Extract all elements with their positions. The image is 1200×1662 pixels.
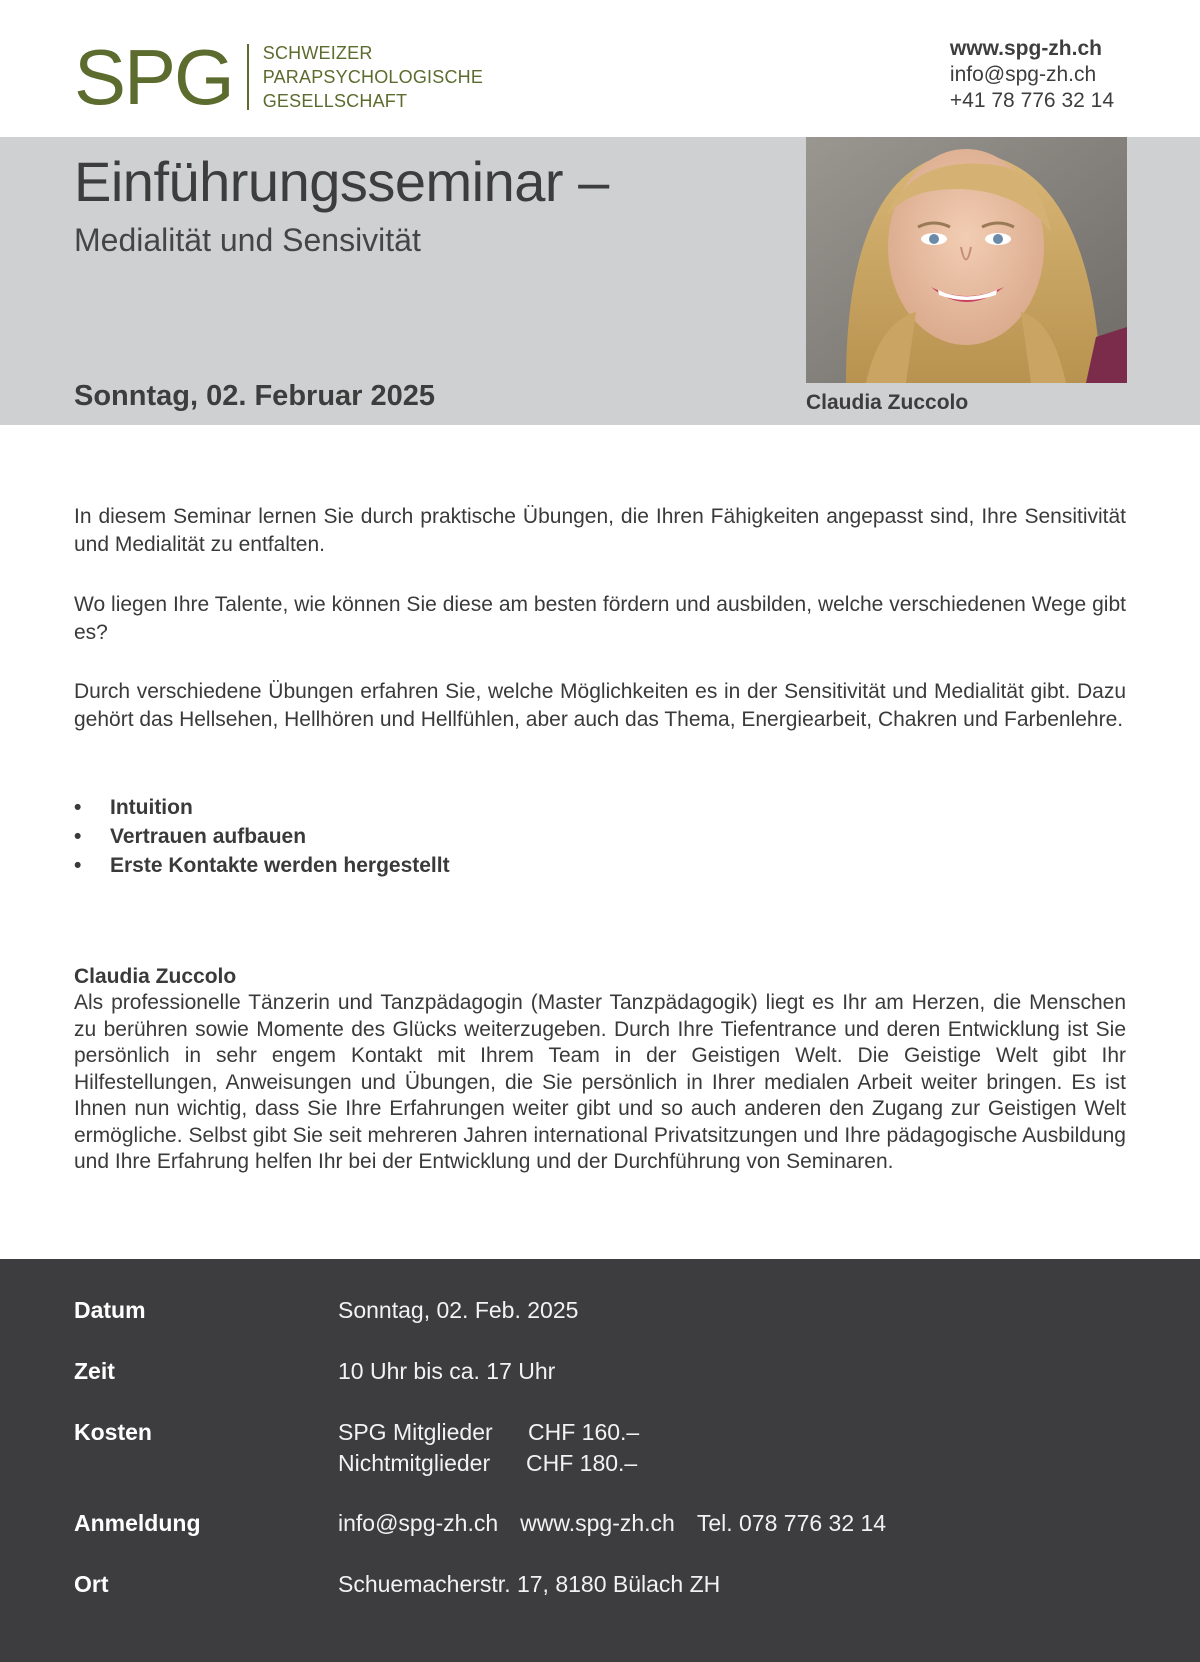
talents-paragraph: Wo liegen Ihre Talente, wie können Sie diese am besten fördern und ausbilden, welche verschiedenen Wege gibt es? — [74, 593, 1126, 644]
logo-divider — [247, 44, 249, 110]
header-contact — [950, 36, 1114, 114]
logo-line: SCHWEIZER — [262, 43, 373, 63]
spg-logo — [74, 33, 484, 121]
portrait-photo — [806, 137, 1127, 383]
registration-label: Anmeldung — [74, 1510, 201, 1536]
logo-mark: SPG — [74, 33, 233, 121]
portrait-caption: Claudia Zuccolo — [806, 391, 969, 414]
page-header — [0, 0, 1200, 137]
date-value: Sonntag, 02. Feb. 2025 — [338, 1297, 579, 1323]
page-title: Einführungsseminar – — [74, 150, 609, 213]
logo-line: PARAPSYCHOLOGISCHE — [262, 67, 484, 87]
location-value: Schuemacherstr. 17, 8180 Bülach ZH — [338, 1571, 721, 1597]
cost-member — [338, 1417, 639, 1448]
cost-label: Kosten — [74, 1419, 152, 1445]
bio-name: Claudia Zuccolo — [74, 965, 237, 988]
header-website: www.spg-zh.ch — [949, 37, 1102, 60]
event-date-heading: Sonntag, 02. Februar 2025 — [74, 380, 436, 412]
cost-category: Nichtmitglieder — [338, 1450, 491, 1476]
header-phone: +41 78 776 32 14 — [949, 89, 1114, 112]
list-item: • Intuition — [74, 793, 450, 822]
time-label: Zeit — [74, 1358, 115, 1384]
page-subtitle: Medialität und Sensivität — [74, 222, 421, 258]
logo-line: GESELLSCHAFT — [262, 91, 408, 111]
registration-website[interactable]: www.spg-zh.ch — [520, 1510, 675, 1536]
date-label: Datum — [74, 1297, 146, 1323]
intro-paragraph: In diesem Seminar lernen Sie durch praktische Übungen, die Ihren Fähigkeiten angepasst sind, Ihre Sensitivität und Medialität zu entfalten. — [74, 505, 1126, 556]
time-value: 10 Uhr bis ca. 17 Uhr — [338, 1358, 556, 1384]
cost-price: CHF 160.– — [528, 1419, 640, 1445]
registration-email[interactable]: info@spg-zh.ch — [338, 1510, 499, 1536]
logo-text — [263, 41, 483, 113]
cost-values — [338, 1417, 639, 1479]
list-item: • Erste Kontakte werden hergestellt — [74, 851, 450, 880]
bio-text: Als professionelle Tänzerin und Tanzpädagogin (Master Tanzpädagogik) liegt es Ihr am Herzen, die Menschen zu berühren sowie Momente des Glücks weiterzugeben. Durch Ihre Tiefentrance und deren Entwicklung ist Sie persönlich in sehr engem Kontakt mit Ihrem Team in der Geistigen Welt. Die Geistige Welt gibt Ihr Hilfestellungen, Anweisungen und Übungen, die Sie persönlich in Ihrer medialen Arbeit weiter bringen. Es ist Ihnen nun wichtig, dass Sie Ihre Erfahrungen weiter gibt und so auch anderen den Zugang zur Geistigen Welt ermögliche. Selbst gibt Sie seit mehreren Jahren international Privatsitzungen und Ihre pädagogische Ausbildung und Ihre Erfahrung helfen Ihr bei der Entwicklung und der Durchführung von Seminaren. — [74, 991, 1126, 1173]
cost-category: SPG Mitglieder — [338, 1419, 493, 1445]
header-email: info@spg-zh.ch — [949, 63, 1097, 86]
registration-phone: Tel. 078 776 32 14 — [696, 1510, 887, 1536]
cost-price: CHF 180.– — [526, 1450, 638, 1476]
topic-list — [74, 793, 450, 880]
registration-values — [338, 1508, 908, 1539]
list-item: • Vertrauen aufbauen — [74, 822, 450, 851]
cost-nonmember — [338, 1448, 639, 1479]
location-label: Ort — [74, 1571, 109, 1597]
exercises-paragraph: Durch verschiedene Übungen erfahren Sie, welche Möglichkeiten es in der Sensitivität und Medialität gibt. Dazu gehört das Hellsehen, Hellhören und Hellfühlen, aber auch das Thema, Energiearbeit, Chakren und Farbenlehre. — [74, 680, 1126, 731]
